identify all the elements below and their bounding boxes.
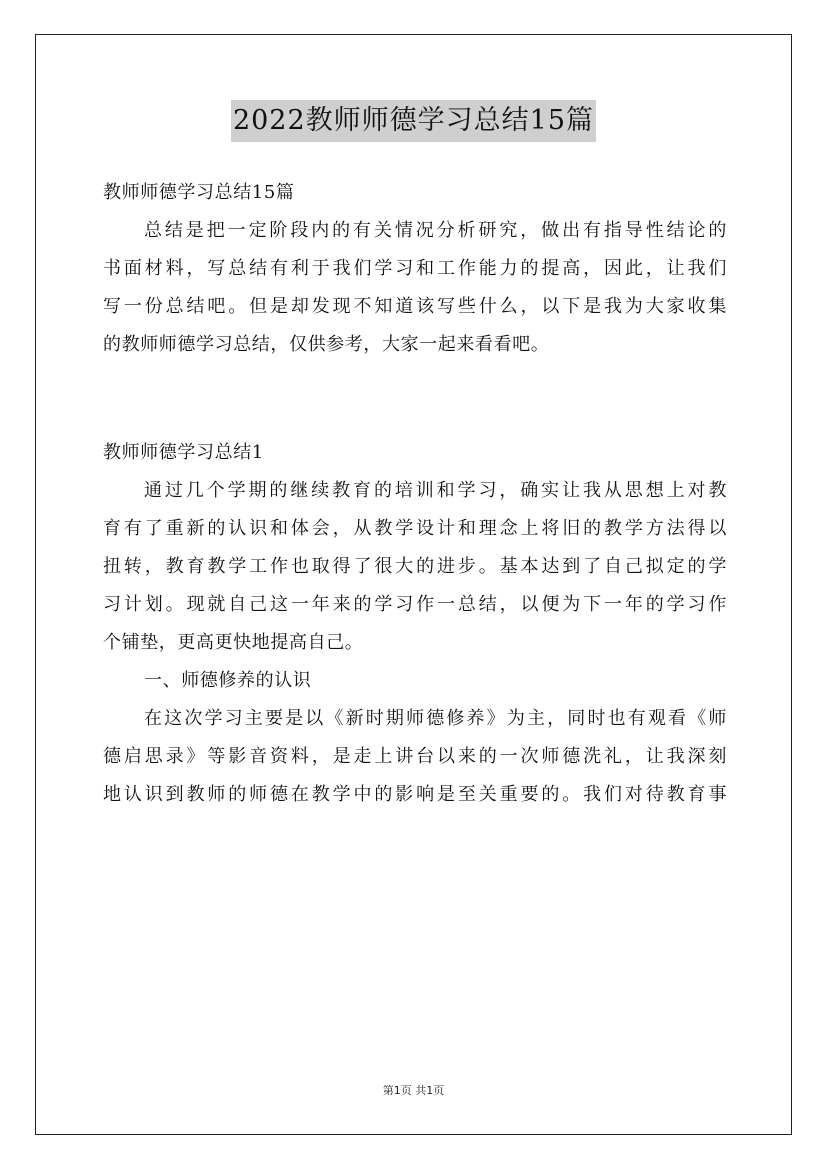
- paragraph-line: 扭转，教育教学工作也取得了很大的进步。基本达到了自己拟定的学: [103, 556, 727, 577]
- paragraph-line: 个铺垫，更高更快地提高自己。: [103, 632, 364, 653]
- section-gap: [103, 364, 727, 434]
- page-footer: 第1页 共1页: [382, 1084, 445, 1097]
- paragraph-line: 地认识到教师的师德在教学中的影响是至关重要的。我们对待教育事: [103, 784, 727, 805]
- paragraph-line: 在这次学习主要是以《新时期师德修养》为主，同时也有观看《师: [144, 708, 727, 729]
- document-title: 2022教师师德学习总结15篇: [231, 100, 596, 142]
- document-body: [103, 174, 727, 814]
- subtitle: 教师师德学习总结15篇: [103, 182, 295, 203]
- section-heading: 教师师德学习总结1: [103, 442, 264, 463]
- paragraph-line: 德启思录》等影音资料，是走上讲台以来的一次师德洗礼，让我深刻: [103, 746, 727, 767]
- intro-line: 总结是把一定阶段内的有关情况分析研究，做出有指导性结论的: [144, 220, 727, 241]
- title-container: [0, 100, 827, 142]
- paragraph-line: 育有了重新的认识和体会，从教学设计和理念上将旧的教学方法得以: [103, 518, 727, 539]
- paragraph-line: 通过几个学期的继续教育的培训和学习，确实让我从思想上对教: [144, 480, 727, 501]
- intro-line: 的教师师德学习总结，仅供参考，大家一起来看看吧。: [103, 334, 550, 355]
- intro-line: 书面材料，写总结有利于我们学习和工作能力的提高，因此，让我们: [103, 258, 727, 279]
- subheading: 一、师德修养的认识: [144, 670, 312, 691]
- paragraph-line: 习计划。现就自己这一年来的学习作一总结，以便为下一年的学习作: [103, 594, 727, 615]
- intro-line: 写一份总结吧。但是却发现不知道该写些什么，以下是我为大家收集: [103, 296, 727, 317]
